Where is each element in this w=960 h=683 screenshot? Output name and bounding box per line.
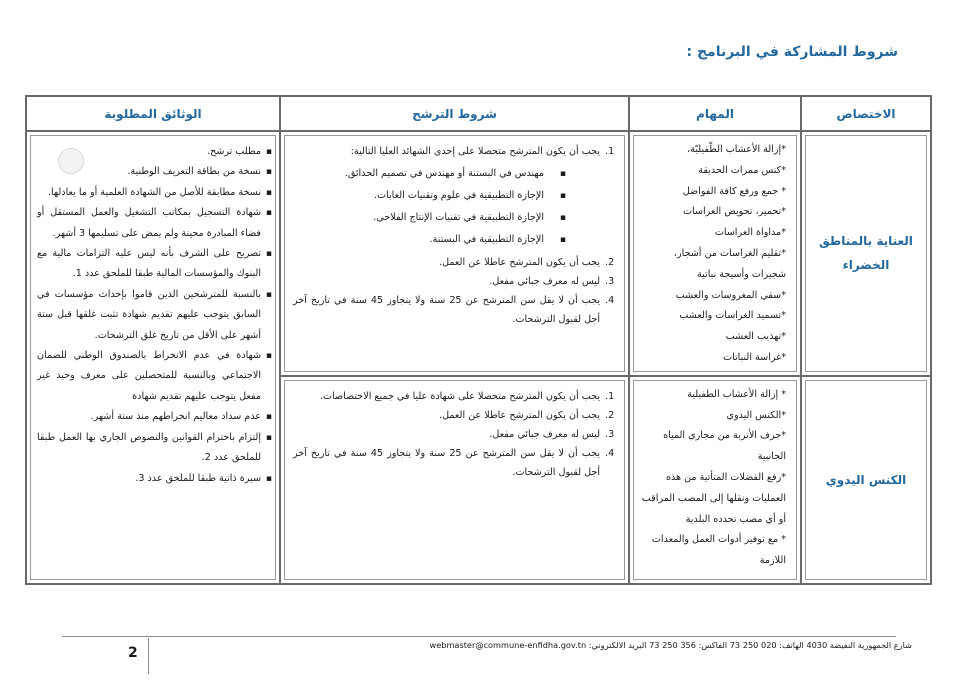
list-item: * مع توفير أدوات العمل والمعدات bbox=[651, 534, 786, 546]
list-item: *تحمير، تحويض الغراسات bbox=[682, 206, 786, 218]
condition-text: يجب أن يكون المترشح متحصلا على إحدى الشهائد العليا التالية: bbox=[350, 146, 600, 157]
list-item: ▪ شهادة في عدم الانخراط بالصندوق الوطني للضمان الاجتماعي وبالنسبة للمتحصلين على معرف وحيد غير مفعل يتوجب عليهم تقديم شهادة bbox=[37, 346, 261, 407]
list-item: ▪ نسخة من بطاقة التعريف الوطنية. bbox=[37, 162, 261, 182]
list-item bbox=[293, 142, 602, 251]
list-item: *رفع الفضلات المتأتية من هذه bbox=[665, 471, 786, 483]
tasks-cell bbox=[629, 131, 801, 376]
list-item: ▪ الإجازة التطبيقية في علوم وتقنيات الغابات. bbox=[293, 185, 566, 207]
footer-separator bbox=[148, 638, 149, 674]
header-specialty: الاختصاص bbox=[801, 96, 931, 131]
list-item: * جمع ورفع كافة الفواضل bbox=[682, 185, 786, 197]
list-item: 4. يجب أن لا يقل سن المترشح عن 25 سنة ولا يتجاوز 45 سنة في تاريخ آخر أجل لقبول الترشحات. bbox=[293, 444, 602, 482]
list-item: 3. ليس له معرف جبائي مفعل. bbox=[293, 425, 602, 444]
header-documents: الوثائق المطلوبة bbox=[26, 96, 280, 131]
header-tasks: المهام bbox=[629, 96, 801, 131]
list-item: أو أي مصب تحدده البلدية bbox=[685, 513, 786, 525]
table-row bbox=[26, 131, 931, 376]
footer-contact: شارع الجمهورية النفيضة 4030 الهاتف: 020 250 73 الفاكس: 356 250 73 البريد الالكتروني: webmaster@commune-enfidha.gov.tn bbox=[429, 640, 912, 650]
list-item: ▪ مهندس في البستنة أو مهندس في تصميم الحدائق. bbox=[293, 163, 566, 185]
list-item: اللازمة bbox=[759, 555, 786, 567]
footer-divider bbox=[62, 636, 896, 637]
list-item: * إزالة الأعشاب الطفيلية bbox=[687, 388, 786, 400]
list-item: ▪ بالنسبة للمترشحين الذين قاموا بإحداث مؤسسات في السابق يتوجب عليهم تقديم شهادة تثبت غلقها قبل ستة أشهر على الأقل من تاريخ غلق الترشحات. bbox=[37, 285, 261, 346]
specialty-cell bbox=[801, 131, 931, 376]
specialty-green-areas: العناية بالمناطق الخضراء bbox=[819, 234, 913, 273]
list-item: *مداواة الغراسات bbox=[714, 227, 786, 239]
list-item: ▪ سيرة ذاتية طبقا للملحق عدد 3. bbox=[37, 469, 261, 489]
list-item: العمليات ونقلها إلى المصب المراقب bbox=[641, 492, 786, 504]
list-item: *غراسة النباتات bbox=[723, 351, 786, 363]
list-item: 3. ليس له معرف جبائي مفعل. bbox=[293, 272, 602, 291]
list-item: *تقليم الغراسات من أشجار، bbox=[673, 247, 786, 259]
page-number: 2 bbox=[128, 645, 138, 661]
conditions-list bbox=[285, 136, 624, 329]
conditions-list bbox=[285, 381, 624, 482]
tasks-cell bbox=[629, 376, 801, 584]
list-item: ▪ شهادة التسجيل بمكاتب التشغيل والعمل المستقل أو فضاء المبادرة محينة ولم يمض على تسليمها 3 أشهر. bbox=[37, 203, 261, 244]
list-item: *سقي المغروسات والعشب bbox=[675, 289, 786, 301]
conditions-cell bbox=[280, 131, 629, 376]
list-item: *جرف الأتربة من مجاري المياه bbox=[663, 430, 786, 442]
list-item: شجيرات وأسيجة نباتية bbox=[697, 268, 786, 280]
list-item: 1. يجب أن يكون المترشح متحصلا على شهادة عليا في جميع الاختصاصات. bbox=[293, 387, 602, 406]
list-item: 2. يجب أن يكون المترشح عاطلا عن العمل. bbox=[293, 253, 602, 272]
list-item: *تسميد الغراسات والعشب bbox=[679, 310, 786, 322]
list-item: *الكنس اليدوي bbox=[726, 409, 786, 421]
list-item: 2. يجب أن يكون المترشح عاطلا عن العمل. bbox=[293, 406, 602, 425]
list-item: ▪ نسخة مطابقة للأصل من الشهادة العلمية أو ما يعادلها. bbox=[37, 183, 261, 203]
list-item: ▪ مطلب ترشح. bbox=[37, 142, 261, 162]
participation-conditions-table bbox=[25, 95, 932, 585]
list-item: ▪ الإجازة التطبيقية في البستنة. bbox=[293, 229, 566, 251]
list-item: ▪ عدم سداد معاليم انخراطهم منذ ستة أشهر. bbox=[37, 407, 261, 427]
tasks-list bbox=[634, 136, 796, 371]
table-header-row bbox=[26, 96, 931, 131]
list-item: *إزالة الأعشاب الطّفيليّة، bbox=[687, 144, 786, 155]
list-item: ▪ الإجازة التطبيقية في تقنيات الإنتاج الفلاحي. bbox=[293, 207, 566, 229]
tasks-list bbox=[634, 381, 796, 574]
list-item: ▪ إلتزام باحترام القوانين والنصوص الجاري بها العمل طبقا للملحق عدد 2. bbox=[37, 428, 261, 469]
specialty-cell bbox=[801, 376, 931, 584]
conditions-cell bbox=[280, 376, 629, 584]
degrees-list bbox=[293, 163, 600, 251]
page-title: شروط المشاركة في البرنامج : bbox=[686, 44, 898, 60]
list-item: الجانبية bbox=[757, 451, 786, 463]
list-item: *كنس ممرات الحديقة bbox=[698, 164, 786, 176]
list-item: *تهذيب العشب bbox=[725, 331, 786, 343]
list-item: ▪ تصريح على الشرف بأنه ليس عليه التزامات مالية مع البنوك والمؤسسات المالية طبقا للملحق عدد 1. bbox=[37, 244, 261, 285]
documents-list bbox=[31, 136, 275, 489]
list-item: 4. يجب أن لا يقل سن المترشح عن 25 سنة ولا يتجاوز 45 سنة في تاريخ آخر أجل لقبول الترشحات. bbox=[293, 291, 602, 329]
documents-cell bbox=[26, 131, 280, 584]
header-conditions: شروط الترشح bbox=[280, 96, 629, 131]
specialty-manual-sweeping: الكنس اليدوي bbox=[825, 472, 907, 487]
stamp-mark bbox=[58, 148, 84, 174]
